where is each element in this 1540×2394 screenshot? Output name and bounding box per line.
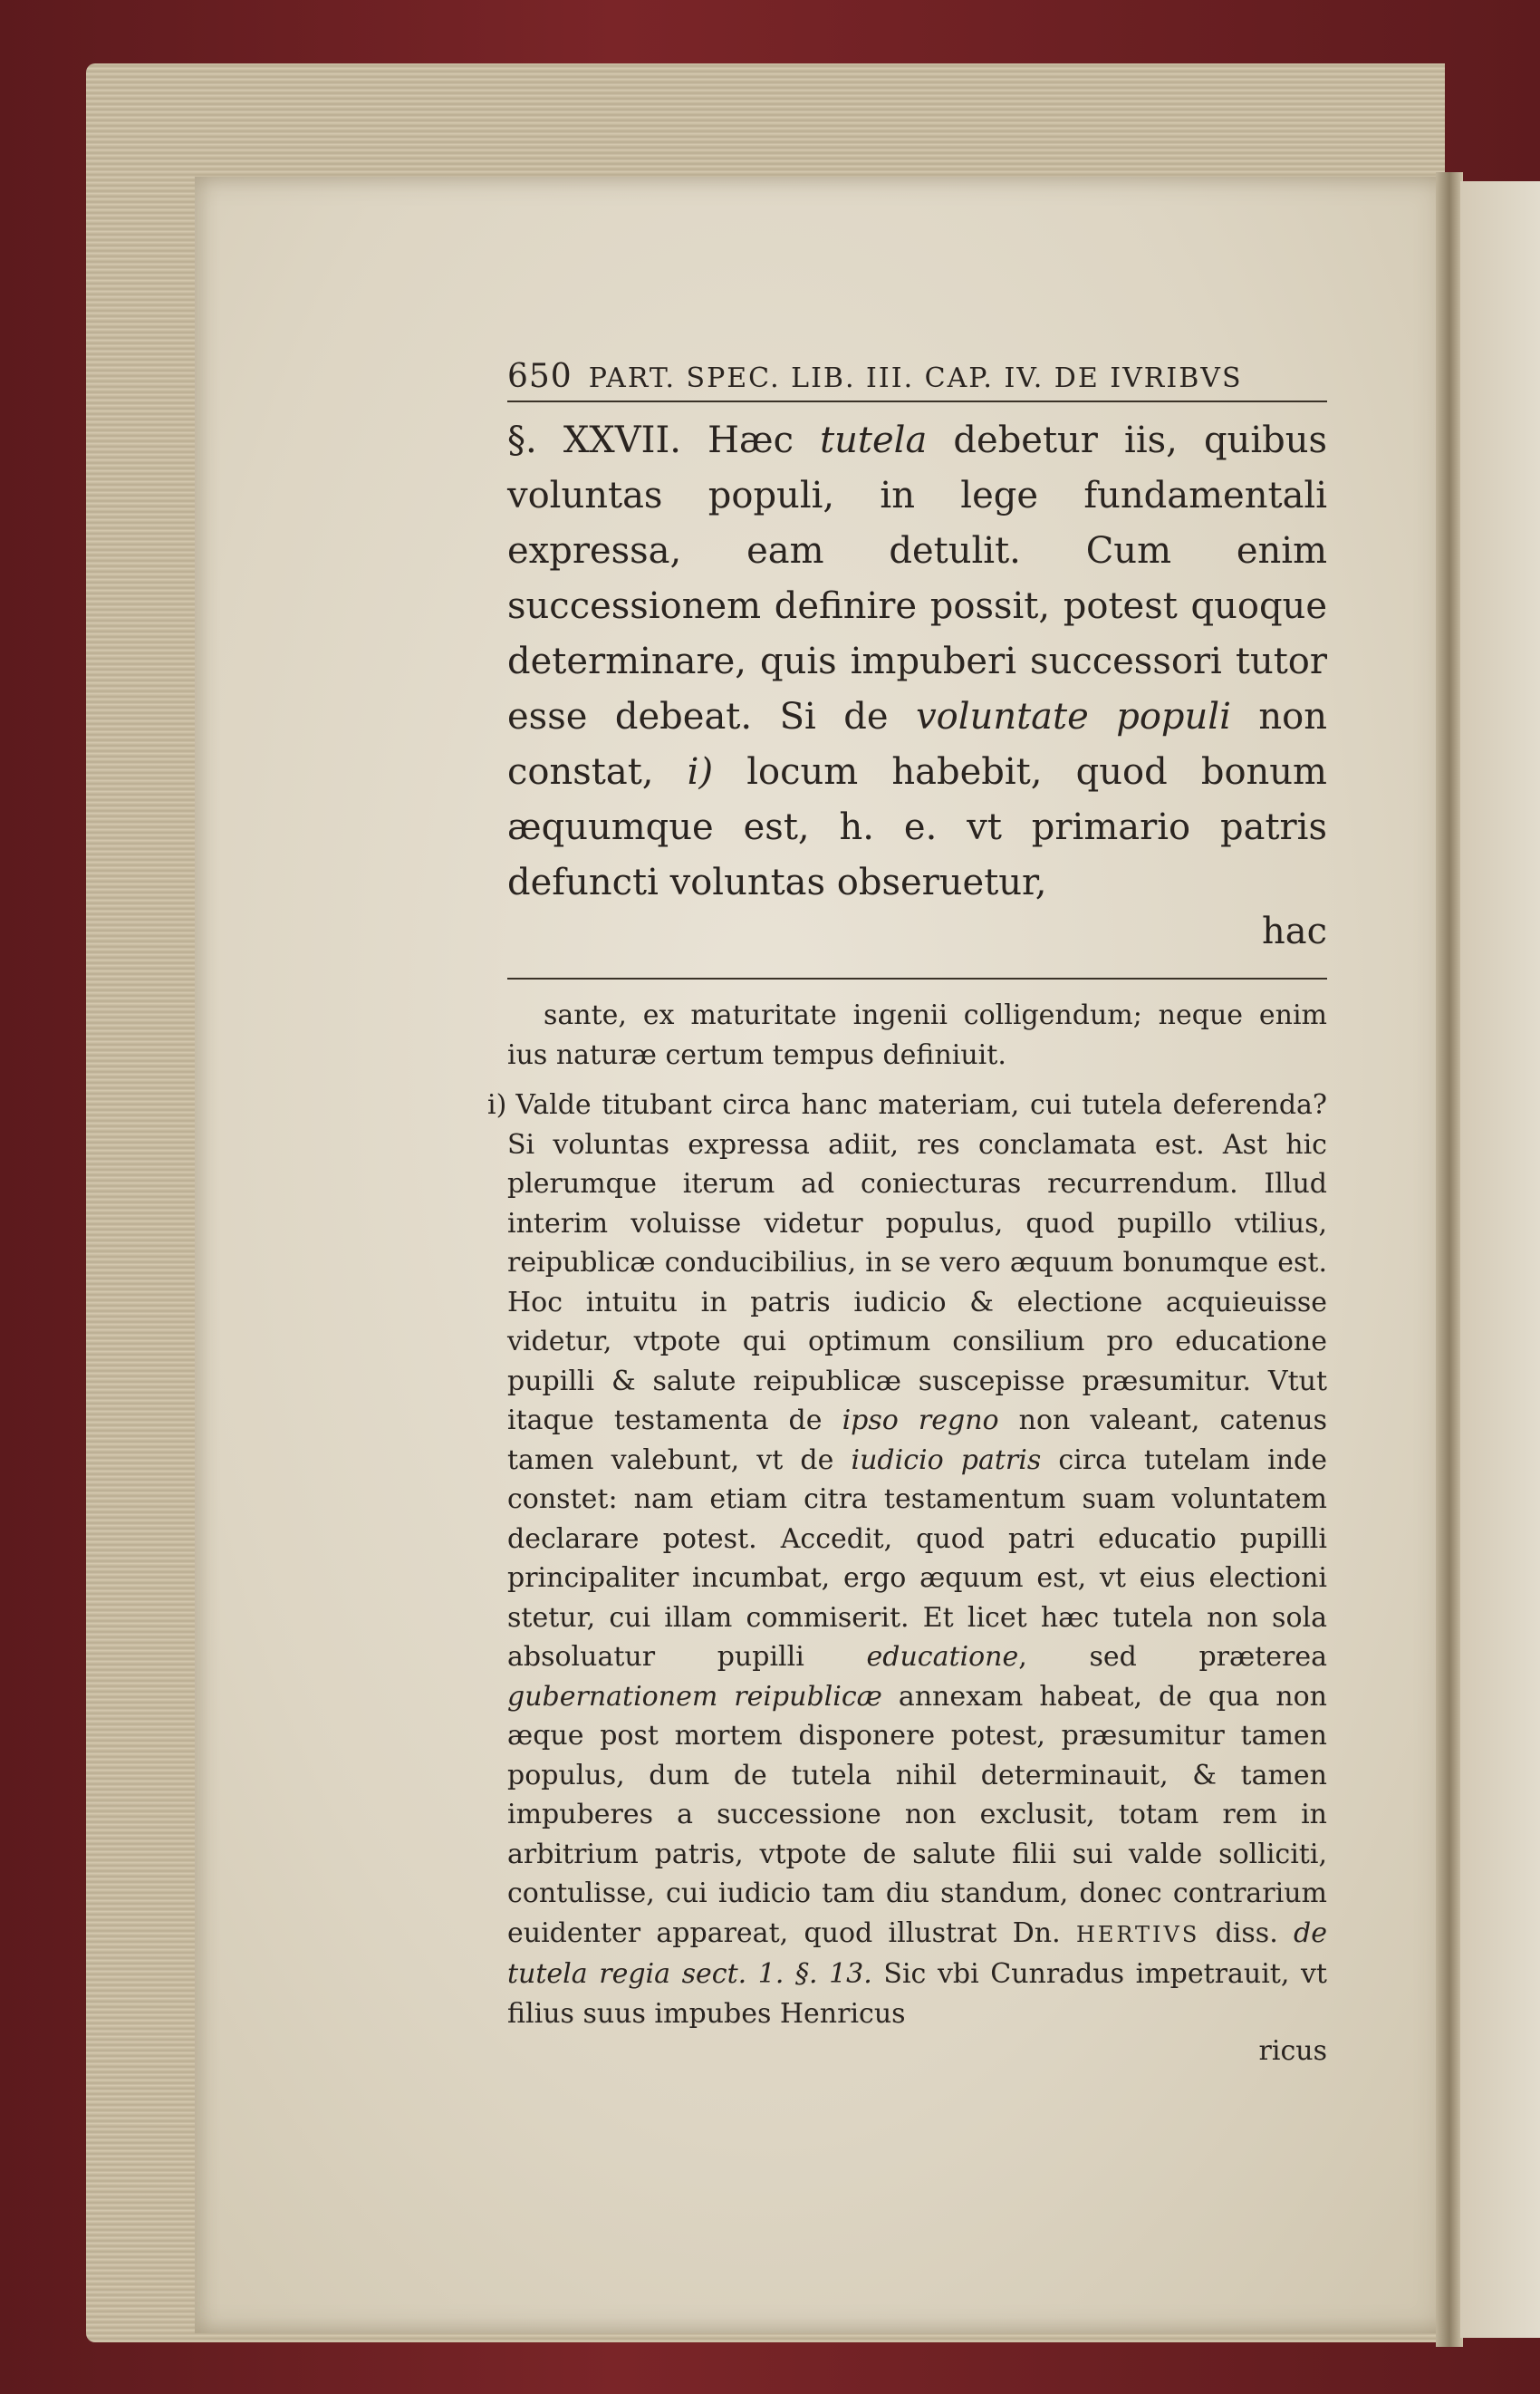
footnote-marker: i): [487, 1089, 507, 1121]
main-text-run: non constat,: [507, 696, 1327, 793]
main-paragraph: [507, 413, 1327, 911]
footnote-text-run: Valde titubant circa hanc materiam, cui tutela deferenda? Si voluntas expressa adiit, res conclamata est. Ast hic plerumque iterum ad coniecturas recurrendum. Illud interim voluisse videtur populus, quod pupillo vtilius, reipublicæ conducibilius, in se vero æquum bonumque est. Hoc intuitu in patris iudicio & electione acquieuisse videtur, vtpote qui optimum consilium pro educatione pupilli & salute reipublicæ suscepisse præsumitur. Vtut itaque testamenta de: [507, 1089, 1327, 1436]
page-number: 650: [507, 358, 573, 395]
main-text-run: debetur iis, quibus voluntas populi, in lege fundamentali expressa, eam detulit. Cum enim successionem definire possit, potest quoque determinare, quis impuberi successori tutor esse debeat. Si de: [507, 420, 1328, 738]
footnote-text-run: circa tutelam inde constet: nam etiam citra testamentum suam voluntatem declarare potest. Accedit, quod patri educatio pupilli principaliter incumbat, ergo æquum est, vt eius electioni stetur, cui illam commiserit. Et licet hæc tutela non sola absoluatur pupilli: [507, 1443, 1327, 1673]
footnote-italic: ipso regno: [842, 1405, 999, 1436]
footnote-rule: [507, 978, 1327, 980]
book-gutter: [1436, 172, 1463, 2347]
footnote-text-run: non valeant, catenus tamen valebunt, vt de: [507, 1405, 1327, 1476]
main-text-italic: tutela: [820, 420, 928, 461]
footnote-italic: de tutela regia sect. 1. §. 13.: [507, 1916, 1328, 1990]
main-text-run: Hæc: [680, 420, 821, 461]
running-head-title: PART. SPEC. LIB. III. CAP. IV. DE IVRIBVS: [588, 362, 1243, 394]
main-text-run: locum habebit, quod bonum æquumque est, h. e. vt primario patris defuncti voluntas obseruetur,: [507, 751, 1327, 903]
footnote-italic: educatione: [866, 1641, 1019, 1673]
footnote-text-run: diss.: [1199, 1916, 1295, 1949]
footnote-text-run: , sed præterea: [1018, 1641, 1328, 1673]
footnote-reference: i): [687, 751, 714, 793]
footnote-i: [487, 1086, 1328, 2033]
text-block: [487, 358, 1377, 2070]
footnote-text-run: annexam habeat, de qua non æque post mortem disponere potest, præsumitur tamen populus, dum de tutela nihil determinauit, & tamen impuberes a successione non exclusit, totam rem in arbitrium patris, vtpote de salute filii sui valde solliciti, contulisse, cui iudicio tam diu standum, donec contrarium euidenter appareat, quod illustrat Dn.: [507, 1680, 1327, 1949]
footnote-italic: iudicio patris: [851, 1443, 1042, 1476]
running-head: [507, 358, 1327, 402]
facing-page: [1460, 181, 1540, 2338]
footnote-text-run: Sic vbi Cunradus impetrauit, vt filius suus impubes Henricus: [507, 1958, 1327, 2030]
section-number: §. XXVII.: [507, 420, 681, 461]
catchword-footnote: ricus: [1258, 2035, 1327, 2067]
main-text-italic: voluntate populi: [916, 696, 1231, 738]
footnote-continuation: sante, ex maturitate ingenii colligendum; neque enim ius naturæ certum tempus definiuit.: [507, 999, 1327, 1071]
catchword-main: hac: [1261, 911, 1327, 952]
footnote-italic: gubernationem reipublicæ: [507, 1680, 882, 1713]
author-name: HERTIVS: [1075, 1921, 1200, 1947]
